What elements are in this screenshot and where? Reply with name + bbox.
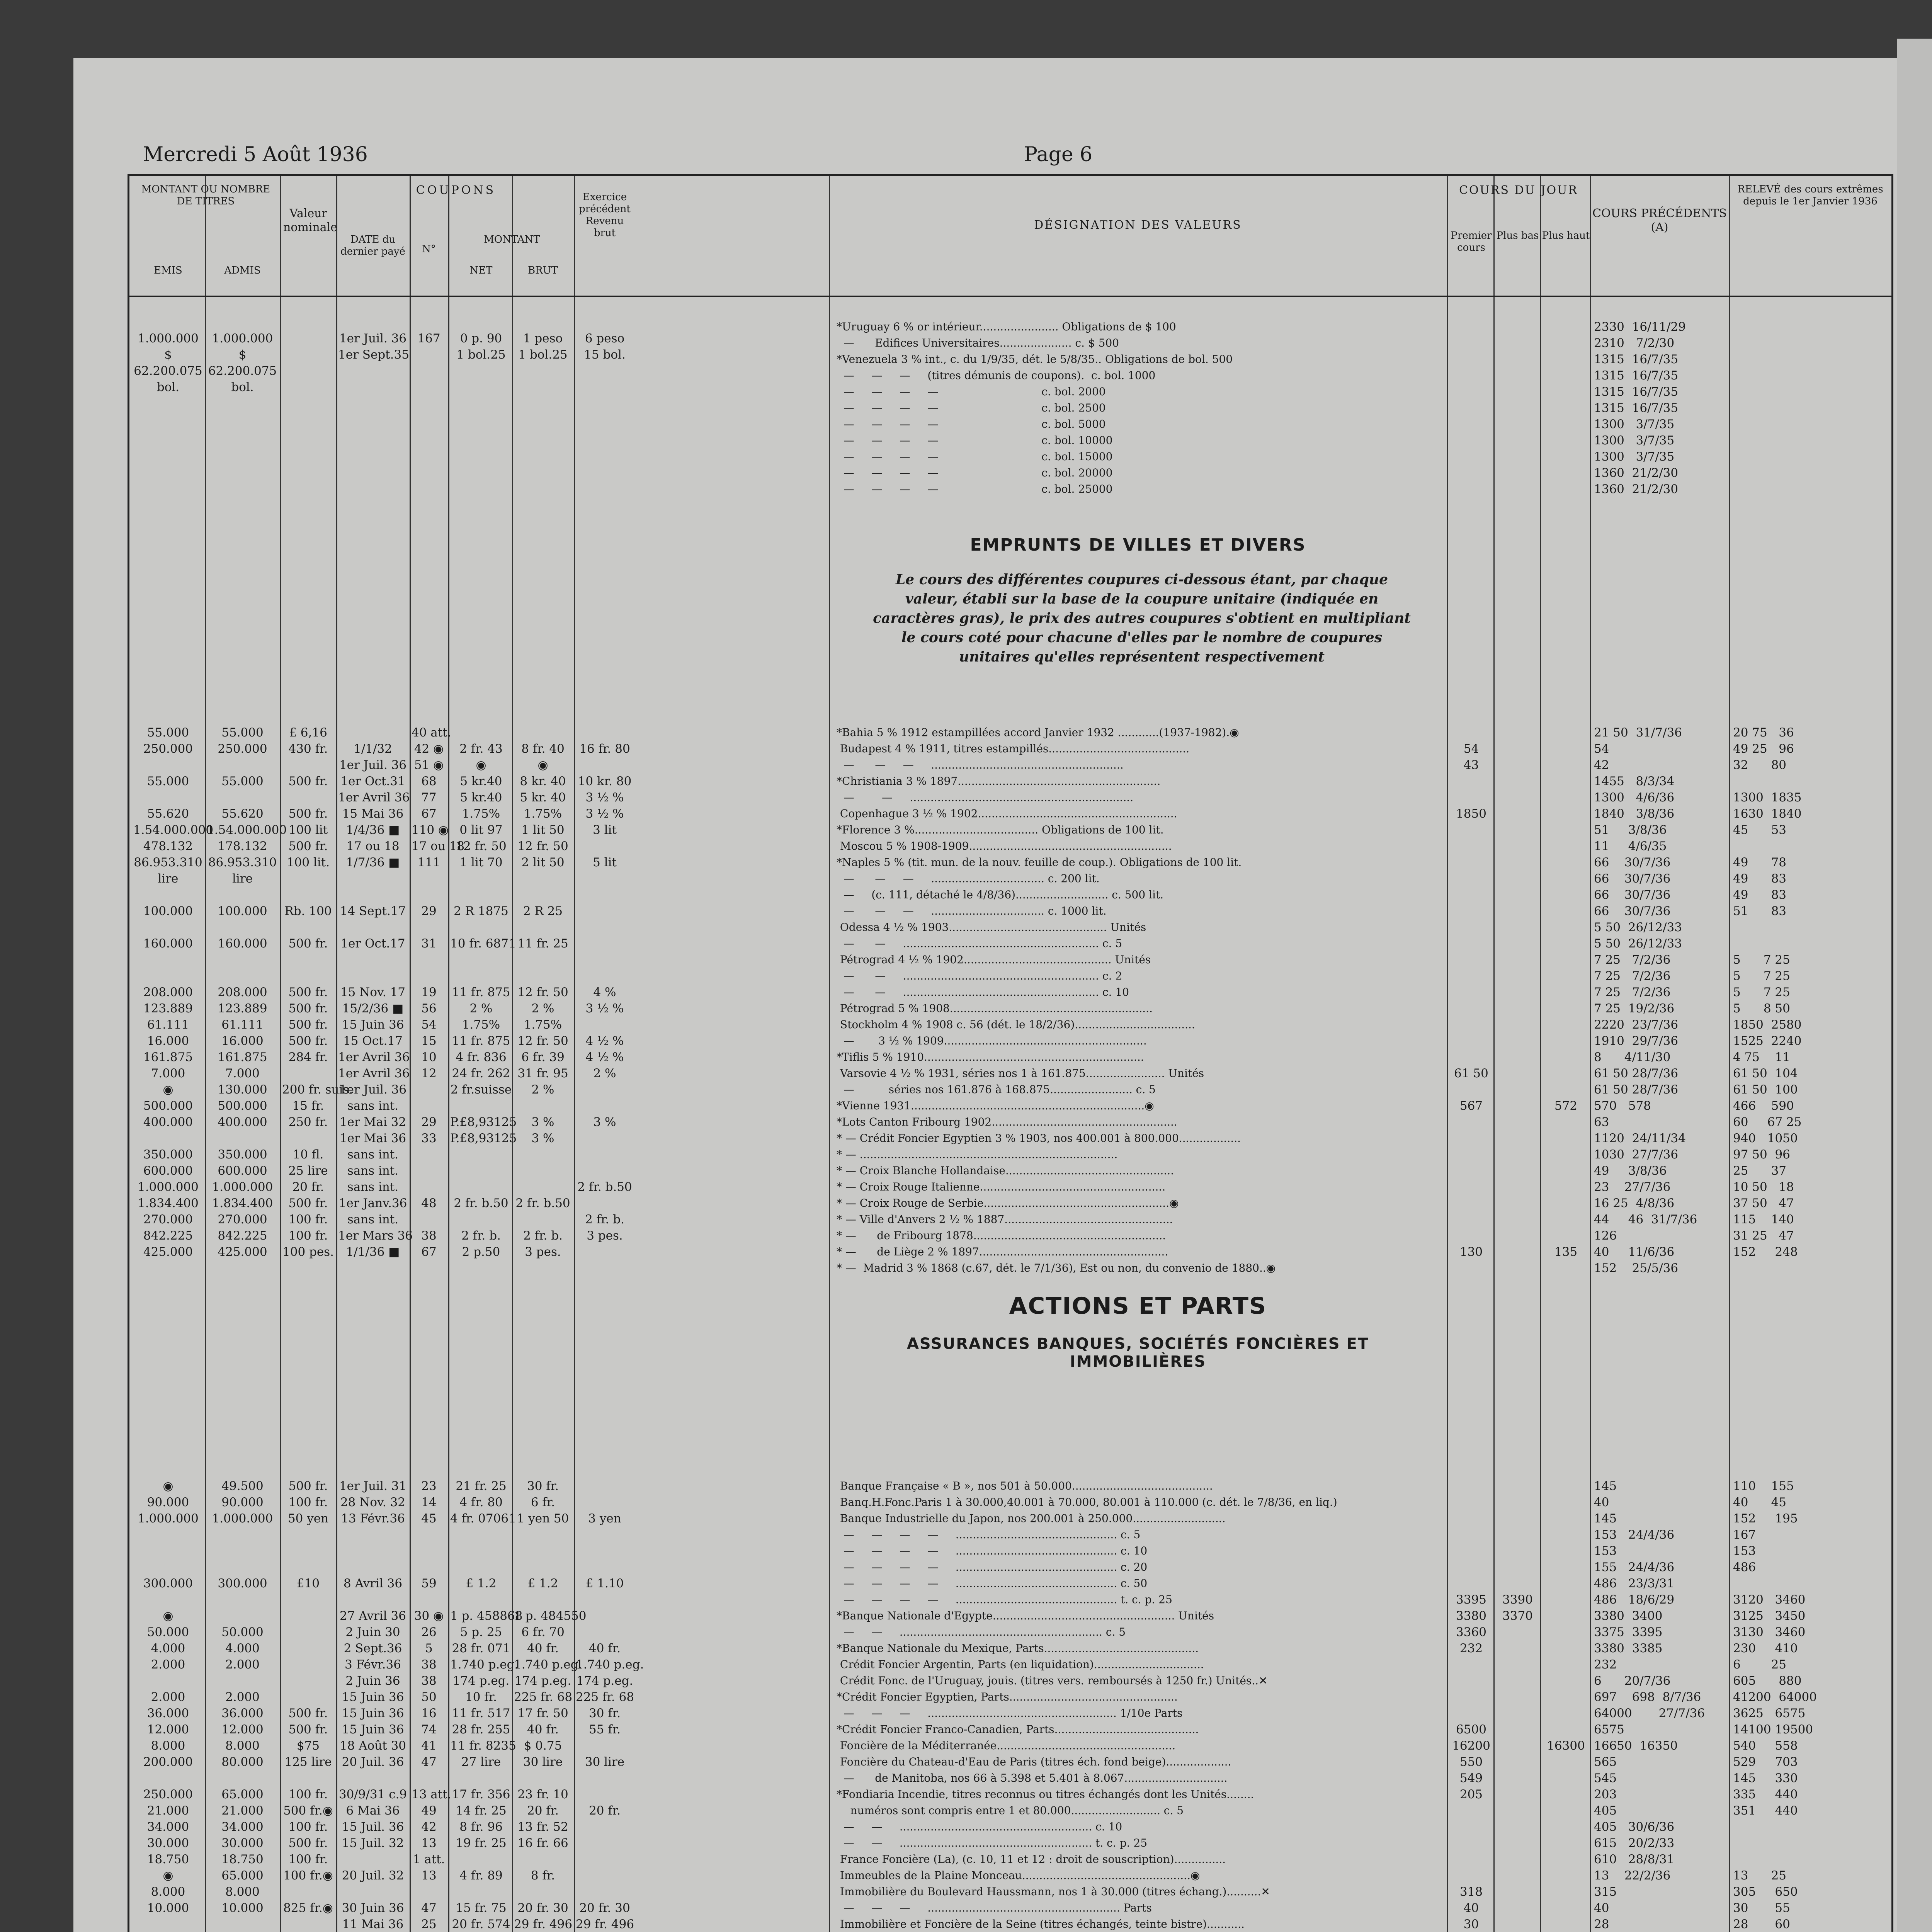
- b2-precedents: 21 50 31/7/36 54 42 1455 8/3/34 1300 4/6/36 1840 3/8/36 51 3/8/36 11 4/6/35 66 30/7/36 66 30/7/36 66 30/7/36 66 30/7/36 5 50 26/12/33 5 50 26/12/33 7 25 7/2/36 7 25 7/2/36 7 25 7/2/36 7 25 19/2/36 2220 23/7/36 1910 29/7/36 8 4/11/30 61 50 28/7/36 61 50 28/7/36 570 578 63 1120 24/11/34 1030 27/7/36 49 3/8/36 23 27/7/36 16 25 4/8/36 44 46 31/7/36 126 40 11/6/36 152 25/5/36: [1594, 726, 1697, 1275]
- b3-admis: 49.500 90.000 1.000.000 300.000 50.000 4.000 2.000 2.000 36.000 12.000 8.000 80.000 65.000 21.000 34.000 30.000 18.750 65.000 8.000 10.000: [212, 1479, 273, 1915]
- b3-brut: 30 fr. 6 fr. 1 yen 50 £ 1.2 1 p. 484550 6 fr. 70 40 fr. 1.740 p.eg. 174 p.eg. 225 fr. 68 17 fr. 50 40 fr. $ 0.75 30 lire 23 fr. 10 20 fr. 13 fr. 52 16 fr. 66 8 fr. 20 fr. 30 29 fr. 496: [514, 1479, 587, 1931]
- b2-brut: 8 fr. 40 ◉ 8 kr. 40 5 kr. 40 1.75% 1 lit 50 12 fr. 50 2 lit 50 2 R 25 11 fr. 25 12 fr. 50 2 % 1.75% 12 fr. 50 6 fr. 39 31 fr. 95 2 % 3 % 3 % 2 fr. b.50 2 fr. b. 3 pes.: [515, 742, 570, 1259]
- section-assurances: ASSURANCES BANQUES, SOCIÉTÉS FONCIÈRES ET IMMOBILIÈRES: [906, 1335, 1369, 1371]
- col-separator: [1540, 176, 1541, 1932]
- emprunts-note: Le cours des différentes coupures ci-dessous étant, par chaque valeur, établi sur la base de la coupure unitaire (indiquée en caractères gras), le prix des autres coupures s'obtient en multipliant le cours coté pour chacune d'elles par le nombre de coupures unitaires qu'elles représentent respectivement: [873, 571, 1411, 665]
- b1-date: 1er Juil. 36 1er Sept.35: [338, 332, 409, 362]
- b1-brut: 1 peso 1 bol.25: [518, 332, 568, 362]
- header-designation: DÉSIGNATION DES VALEURS: [1034, 218, 1242, 232]
- header-date: Mercredi 5 Août 1936: [143, 143, 368, 166]
- header-cours-du-jour: COURS DU JOUR: [1459, 184, 1578, 197]
- col-separator: [829, 176, 830, 1932]
- b1-admis: 1.000.000 $ 62.200.075 bol.: [208, 332, 277, 394]
- header-date: DATE du dernier payé: [340, 234, 405, 257]
- b2-designation: *Bahia 5 % 1912 estampillées accord Janvier 1932 ............(1937-1982).◉ Budapest 4 % 1911, titres estampillés......................................... — — — ........................................................ *Christiania 3 % 1897........................................................... — — ................................................................. Copenhague 3 ½ % 1902.......................................................... *Florence 3 %.................................... Obligations de 100 lit. Moscou 5 % 1908-1909........................................................... *Naples 5 % (tit. mun. de la nouv. feuille de coup.). Obligations de 100 lit. — — — ................................. c. 200 lit. — (c. 111, détaché le 4/8/36)........................... c. 500 lit. — — — ................................. c. 1000 lit. Odessa 4 ½ % 1903.............................................. Unités — — ......................................................... c. 5 Pétrograd 4 ½ % 1902........................................... Unités — — ......................................................... c. 2 — — ......................................................... c. 10 Pétrograd 5 % 1908........................................................... Stockholm 4 % 1908 c. 56 (dét. le 18/2/36)................................... — 3 ½ % 1909........................................................... *Tiflis 5 % 1910................................................................ Varsovie 4 ½ % 1931, séries nos 1 à 161.875....................... Unités — séries nos 161.876 à 168.875........................ c. 5 *Vienne 1931....................................................................◉ *Lots Canton Fribourg 1902...................................................... * — Crédit Foncier Egyptien 3 % 1903, nos 400.001 à 800.000.................. * — ........................................................................... * — Croix Blanche Hollandaise................................................. * — Croix Rouge Italienne...................................................... * — Croix Rouge de Serbie......................................................◉ * — Ville d'Anvers 2 ½ % 1887................................................. * — de Fribourg 1878........................................................ * — de Liège 2 % 1897....................................................... * — Madrid 3 % 1868 (c.67, dét. le 7/1/36), Est ou non, du convenio de 1880..◉: [837, 726, 1276, 1274]
- header-admis: ADMIS: [224, 265, 261, 276]
- col-separator: [1447, 176, 1448, 1932]
- header-net: NET: [469, 265, 493, 276]
- col-separator: [280, 176, 281, 1932]
- col-separator: [1493, 176, 1495, 1932]
- b2-no: 40 att. 42 ◉ 51 ◉ 68 77 67 110 ◉ 17 ou 18 111 29 31 19 56 54 15 10 12 29 33 48 38 67: [412, 726, 465, 1259]
- header-emis: EMIS: [154, 265, 182, 276]
- b3-valeur: 500 fr. 100 fr. 50 yen £10 500 fr. 500 fr. $75 125 lire 100 fr. 500 fr.◉ 100 fr. 500 fr. 100 fr. 100 fr.◉ 825 fr.◉: [283, 1479, 333, 1915]
- b2-emis: 55.000 250.000 55.000 55.620 1.54.000.000 478.132 86.953.310 lire 100.000 160.000 208.000 123.889 61.111 16.000 161.875 7.000 ◉ 500.000 400.000 350.000 600.000 1.000.000 1.834.400 270.000 842.225 425.000: [133, 726, 214, 1259]
- b3-date: 1er Juil. 31 28 Nov. 32 13 Févr.36 8 Avril 36 27 Avril 36 2 Juin 30 2 Sept.36 3 Févr.36 2 Juin 36 15 Juin 36 15 Juin 36 15 Juin 36 18 Août 30 20 Juil. 36 30/9/31 c.9 6 Mai 36 15 Juil. 36 15 Juil. 32 20 Juil. 32 30 Juin 36 11 Mai 36: [338, 1479, 407, 1931]
- header-montant-group: MONTANT OU NOMBRE DE TITRES: [141, 184, 270, 207]
- b2-net: 2 fr. 43 ◉ 5 kr.40 5 kr.40 1.75% 0 lit 97 12 fr. 50 1 lit 70 2 R 1875 10 fr. 6871 11 fr. 875 2 % 1.75% 11 fr. 875 4 fr. 836 24 fr. 262 2 fr.suisse P.£8,93125 P.£8,93125 2 fr. b.50 2 fr. b. 2 p.50: [450, 742, 517, 1259]
- col-separator: [410, 176, 411, 1932]
- col-separator: [205, 176, 206, 1932]
- b3-emis: ◉ 90.000 1.000.000 300.000 ◉ 50.000 4.000 2.000 2.000 36.000 12.000 8.000 200.000 250.000 21.000 34.000 30.000 18.750 ◉ 8.000 10.000: [138, 1479, 199, 1915]
- b3-bas: 3390 3370: [1502, 1593, 1533, 1623]
- col-separator: [1590, 176, 1591, 1932]
- header-releve: RELEVÉ des cours extrêmes depuis le 1er Janvier 1936: [1737, 184, 1883, 207]
- header-rule: [129, 296, 1891, 297]
- header-valeur: Valeur nominale: [283, 207, 337, 234]
- header-brut: BRUT: [528, 265, 558, 276]
- col-separator: [448, 176, 449, 1932]
- b1-exercice: 6 peso 15 bol.: [584, 332, 626, 362]
- b3-exercice: 3 yen £ 1.10 40 fr. 1.740 p.eg. 174 p.eg. 225 fr. 68 30 fr. 55 fr. 30 lire 20 fr. 20 fr. 30 29 fr. 496: [576, 1512, 644, 1931]
- b3-premier: 3395 3380 3360 232 6500 16200 550 549 205 318 40 30: [1452, 1593, 1490, 1931]
- b2-valeur: £ 6,16 430 fr. 500 fr. 500 fr. 100 lit 500 fr. 100 lit. Rb. 100 500 fr. 500 fr. 500 fr. 500 fr. 500 fr. 284 fr. 200 fr. suis. 15 fr. 250 fr. 10 fl. 25 lire 20 fr. 500 fr. 100 fr. 100 fr. 100 pes.: [282, 726, 353, 1259]
- header-plus-bas: Plus bas: [1496, 230, 1539, 242]
- b2-admis: 55.000 250.000 55.000 55.620 1.54.000.000 178.132 86.953.310 lire 100.000 160.000 208.000 123.889 61.111 16.000 161.875 7.000 130.000 500.000 400.000 350.000 600.000 1.000.000 1.834.400 270.000 842.225 425.000: [207, 726, 287, 1259]
- b3-net: 21 fr. 25 4 fr. 80 4 fr. 07061 £ 1.2 1 p. 458868 5 p. 25 28 fr. 071 1.740 p.eg. 174 p.eg. 10 fr. 11 fr. 517 28 fr. 255 11 fr. 8235 27 lire 17 fr. 356 14 fr. 25 8 fr. 96 19 fr. 25 4 fr. 89 15 fr. 75 20 fr. 574: [450, 1479, 523, 1931]
- b1-no: 167: [417, 332, 440, 345]
- section-emprunts: EMPRUNTS DE VILLES ET DIVERS: [970, 535, 1306, 555]
- b2-releve: 20 75 36 49 25 96 32 80 1300 1835 1630 1840 45 53 49 78 49 83 49 83 51 83 5 7 25 5 7 25 5 7 25 5 8 50 1850 2580 1525 2240 4 75 11 61 50 104 61 50 100 466 590 60 67 25 940 1050 97 50 96 25 37 10 50 18 37 50 47 115 140 31 25 47 152 248: [1733, 726, 1802, 1259]
- b2-haut: 572 135: [1554, 1099, 1578, 1259]
- page-header: [143, 131, 1441, 178]
- quotation-table: [128, 174, 1893, 1932]
- header-montant: MONTANT: [484, 234, 540, 245]
- b2-date: 1/1/32 1er Juil. 36 1er Oct.31 1er Avril 36 15 Mai 36 1/4/36 ■ 17 ou 18 1/7/36 ■ 14 Sept.17 1er Oct.17 15 Nov. 17 15/2/36 ■ 15 Juin 36 15 Oct.17 1er Avril 36 1er Avril 36 1er Juil. 36 sans int. 1er Mai 32 1er Mai 36 sans int. sans int. sans int. 1er Janv.36 sans int. 1er Mars 36 1/1/36 ■: [338, 742, 413, 1259]
- header-plus-haut: Plus haut: [1542, 230, 1590, 242]
- b1-net: 0 p. 90 1 bol.25: [456, 332, 506, 362]
- b2-exercice: 16 fr. 80 10 kr. 80 3 ½ % 3 ½ % 3 lit 5 lit 4 % 3 ½ % 4 ½ % 4 ½ % 2 % 3 % 2 fr. b.50 2 fr. b. 3 pes.: [577, 742, 632, 1243]
- b2-premier: 54 43 1850 61 50 567 130: [1454, 742, 1488, 1259]
- col-separator: [336, 176, 337, 1932]
- b3-no: 23 14 45 59 30 ◉ 26 5 38 38 50 16 74 41 47 13 att. 49 42 13 1 att. 13 47 25: [412, 1479, 451, 1931]
- b3-precedents: 145 40 145 153 24/4/36 153 155 24/4/36 486 23/3/31 486 18/6/29 3380 3400 3375 3395 3380 3385 232 6 20/7/36 697 698 8/7/36 64000 27/7/36 6575 16650 16350 565 545 203 405 405 30/6/36 615 20/2/33 610 28/8/31 13 22/2/36 315 40 28: [1594, 1479, 1705, 1931]
- header-premier-cours: Premier cours: [1451, 230, 1492, 253]
- col-separator: [1729, 176, 1730, 1932]
- b3-haut: 16300: [1547, 1739, 1585, 1753]
- header-exercice: Exercice précédent Revenu brut: [579, 191, 631, 239]
- header-page-number: Page 6: [1024, 143, 1093, 166]
- b3-releve: 110 155 40 45 152 195 167 153 486 3120 3460 3125 3450 3130 3460 230 410 6 25 605 880 41200 64000 3625 6575 14100 19500 540 558 529 703 145 330 335 440 351 440 13 25 305 650 30 55 28 60: [1733, 1479, 1817, 1931]
- header-coupons: COUPONS: [416, 184, 496, 197]
- header-cours-precedents: COURS PRÉCÉDENTS (A): [1592, 207, 1727, 234]
- section-actions: ACTIONS ET PARTS: [1009, 1293, 1267, 1320]
- b1-precedents: 2330 16/11/29 2310 7/2/30 1315 16/7/35 1315 16/7/35 1315 16/7/35 1315 16/7/35 1300 3/7/35 1300 3/7/35 1300 3/7/35 1360 21/2/30 1360 21/2/30: [1594, 320, 1686, 496]
- b1-designation: *Uruguay 6 % or intérieur....................... Obligations de $ 100 — Edifices Universitaires..................... c. $ 500 *Venezuela 3 % int., c. du 1/9/35, dét. le 5/8/35.. Obligations de bol. 500 — — — (titres démunis de coupons). c. bol. 1000 — — — — c. bol. 2000 — — — — c. bol. 2500 — — — — c. bol. 5000 — — — — c. bol. 10000 — — — — c. bol. 15000 — — — — c. bol. 20000 — — — — c. bol. 25000: [837, 320, 1233, 495]
- b1-emis: 1.000.000 $ 62.200.075 bol.: [134, 332, 202, 394]
- next-page-edge: [1897, 39, 1932, 1932]
- b3-designation: Banque Française « B », nos 501 à 50.000......................................... Banq.H.Fonc.Paris 1 à 30.000,40.001 à 70.000, 80.001 à 110.000 (c. dét. le 7/8/36, en liq.) Banque Industrielle du Japon, nos 200.001 à 250.000........................... — — — — ............................................... c. 5 — — — — ............................................... c. 10 — — — — ............................................... c. 20 — — — — ............................................... c. 50 — — — — ............................................... t. c. p. 25 *Banque Nationale d'Egypte..................................................... Unités — — ........................................................... c. 5 *Banque Nationale du Mexique, Parts............................................. Crédit Foncier Argentin, Parts (en liquidation)................................ Crédit Fonc. de l'Uruguay, jouis. (titres vers. remboursés à 1250 fr.) Unités..✕ *Crédit Foncier Egyptien, Parts................................................. — — — ....................................................... 1/10e Parts *Crédit Foncier Franco-Canadien, Parts.......................................... Foncière de la Méditerranée.................................................... Foncière du Chateau-d'Eau de Paris (titres éch. fond beige)................... — de Manitoba, nos 66 à 5.398 et 5.401 à 8.067.............................. *Fondiaria Incendie, titres reconnus ou titres échangés dont les Unités........ numéros sont compris entre 1 et 80.000.......................... c. 5 — — ........................................................ c. 10 — — ........................................................ t. c. p. 25 France Foncière (La), (c. 10, 11 et 12 : droit de souscription)............... Immeubles de la Plaine Monceau.................................................◉ Immobilière du Boulevard Haussmann, nos 1 à 30.000 (titres échang.)..........✕ — — — ........................................................ Parts Immobilière et Foncière de la Seine (titres échangés, teinte bistre)...........: [837, 1480, 1337, 1930]
- header-no: N°: [422, 243, 436, 255]
